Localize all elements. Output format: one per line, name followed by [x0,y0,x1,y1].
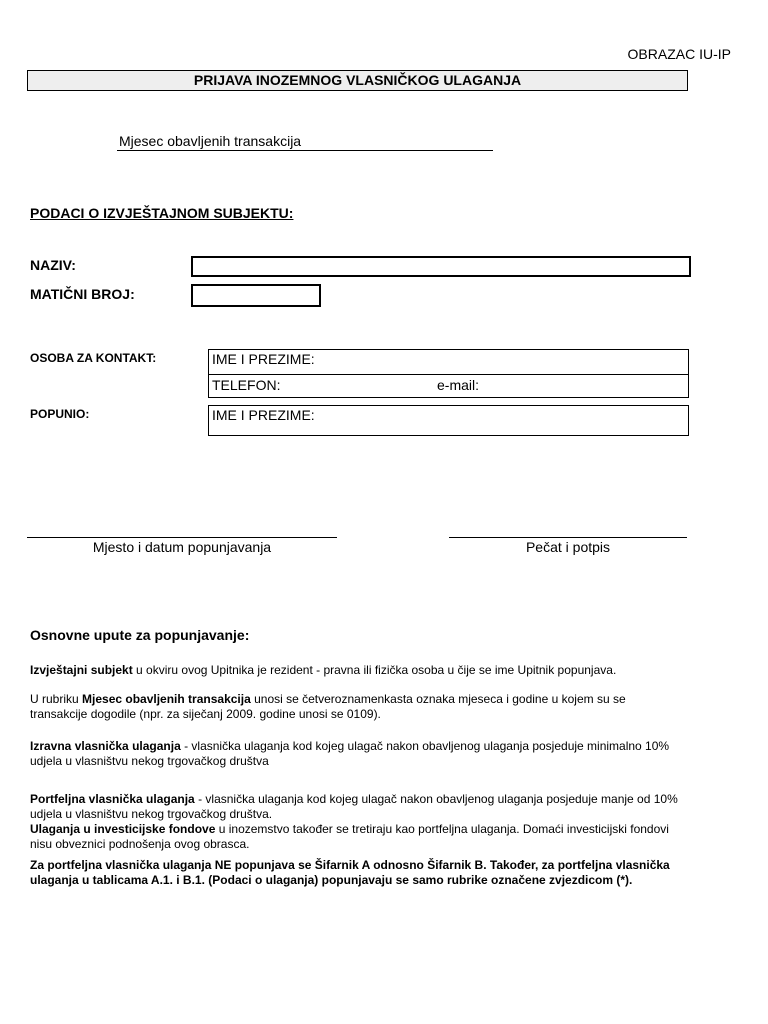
stamp-signature-line[interactable] [449,537,687,538]
instruction-term: Mjesec obavljenih transakcija [82,692,251,706]
form-title: PRIJAVA INOZEMNOG VLASNIČKOG ULAGANJA [27,70,688,91]
month-label: Mjesec obavljenih transakcija [119,133,302,149]
instruction-paragraph [30,692,680,722]
filled-by-box [208,405,689,436]
instruction-text: - vlasnička ulaganja kod kojeg ulagač nakon obavljenog ulaganja posjeduje minimalno 10% udjela u vlasništvu nekog trgovačkog društva [30,739,670,768]
instruction-note: Za portfeljna vlasnička ulaganja NE popunjava se Šifarnik A odnosno Šifarnik B. Također, za portfeljna vlasnička ulaganja u tablicama A.1. i B.1. (Podaci o ulaganja) popunjavaju se samo rubrike označene zvjezdicom (*). [30,858,670,887]
name-label: NAZIV: [30,257,76,273]
instruction-term: Portfeljna vlasnička ulaganja [30,792,195,806]
instruction-paragraph [30,822,680,852]
instruction-text: u okviru ovog Upitnika je rezident - pravna ili fizička osoba u čije se ime Upitnik popunjava. [132,663,617,677]
filled-by-label: POPUNIO: [30,407,90,421]
id-number-field[interactable] [191,284,321,307]
instruction-term: Izvještajni subjekt [30,663,133,677]
subject-heading: PODACI O IZVJEŠTAJNOM SUBJEKTU: [30,205,294,221]
instruction-paragraph [30,792,680,822]
filled-by-name-field[interactable]: IME I PREZIME: [212,407,315,423]
form-code: OBRAZAC IU-IP [627,46,731,62]
place-date-label: Mjesto i datum popunjavanja [92,539,272,555]
instruction-term: Izravna vlasnička ulaganja [30,739,181,753]
stamp-signature-label: Pečat i potpis [525,539,611,555]
month-input-line[interactable] [117,150,493,151]
instruction-text: unosi se četveroznamenkasta oznaka mjeseca i godine u kojem su se transakcije dogodile (npr. za siječanj 2009. godine unosi se 0109). [30,692,626,721]
instruction-text: u inozemstvo također se tretiraju kao portfeljna ulaganja. Domaći investicijski fondovi nisu obveznici podnošenja ovog obrasca. [30,822,669,851]
contact-phone-field[interactable]: TELEFON: [212,377,281,393]
instruction-text: U rubriku [30,692,83,706]
instruction-term: Ulaganja u investicijske fondove [30,822,216,836]
name-field[interactable] [191,256,691,277]
contact-email-field[interactable]: e-mail: [437,377,480,393]
instruction-paragraph [30,739,680,769]
place-date-line[interactable] [27,537,337,538]
contact-name-field[interactable]: IME I PREZIME: [212,351,315,367]
contact-box [208,349,689,398]
contact-divider [209,374,688,375]
instructions-heading: Osnovne upute za popunjavanje: [30,627,250,643]
instruction-paragraph [30,663,680,678]
instruction-text: - vlasnička ulaganja kod kojeg ulagač nakon obavljenog ulaganja posjeduje manje od 10% udjela u vlasništvu nekog trgovačkog društva. [30,792,678,821]
contact-label: OSOBA ZA KONTAKT: [30,351,157,365]
id-number-label: MATIČNI BROJ: [30,286,135,302]
